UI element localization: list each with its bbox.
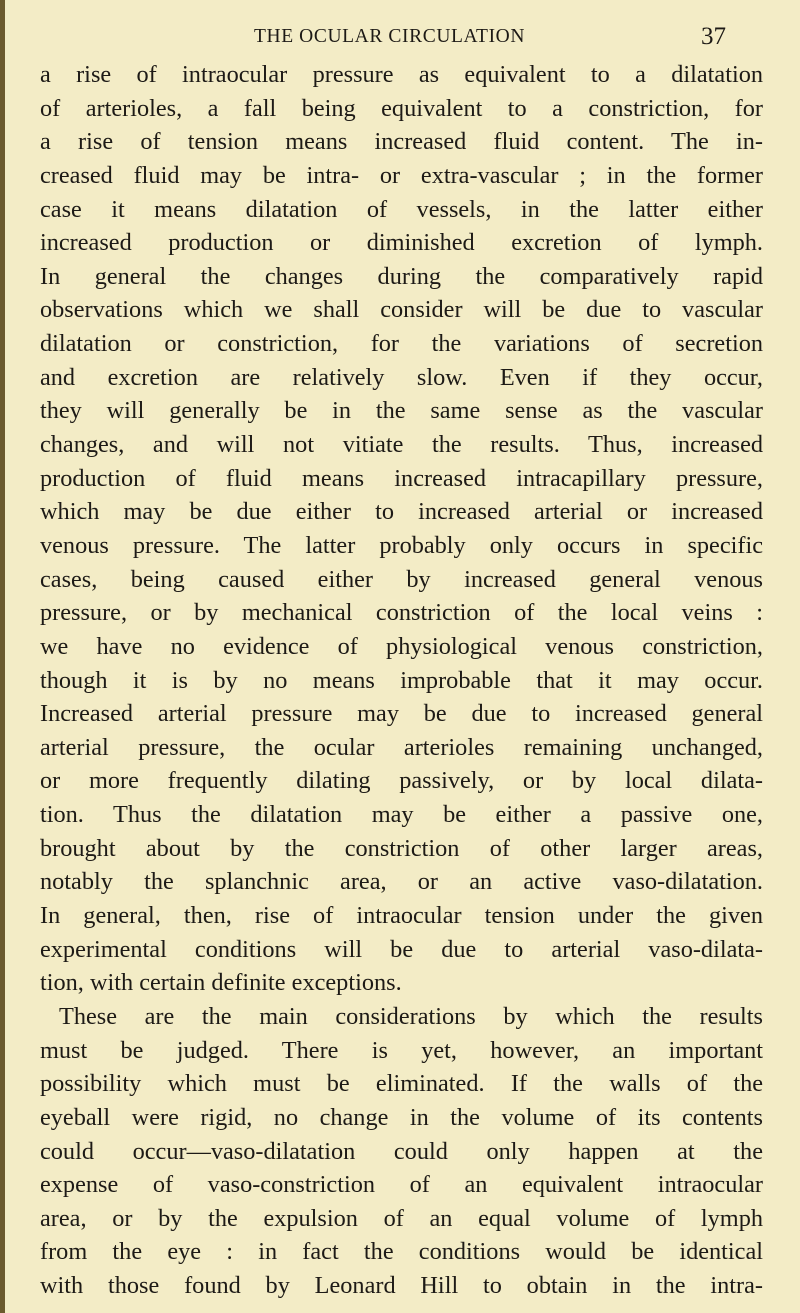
text-line: eyeball were rigid, no change in the volume of its contents: [40, 1103, 763, 1131]
text-line: Increased arterial pressure may be due to increased general: [40, 700, 763, 728]
text-line: could occur—vaso-dilatation could only happen at the: [40, 1137, 763, 1165]
text-line: venous pressure. The latter probably only occurs in specific: [40, 531, 763, 559]
text-line: In general, then, rise of intraocular tension under the given: [40, 902, 763, 930]
text-line: In general the changes during the comparatively rapid: [40, 262, 763, 290]
text-line: a rise of tension means increased fluid content. The in-: [40, 128, 763, 156]
text-line: cases, being caused either by increased general venous: [40, 565, 763, 593]
text-line: dilatation or constriction, for the variations of secretion: [40, 330, 763, 358]
running-title: THE OCULAR CIRCULATION: [254, 26, 526, 47]
text-line: of arterioles, a fall being equivalent to a constriction, for: [40, 94, 763, 122]
text-line: These are the main considerations by which the results: [59, 1002, 763, 1030]
body-text: [40, 58, 763, 1303]
text-line: with those found by Leonard Hill to obtain in the intra-: [40, 1272, 763, 1300]
page-binding-edge: [0, 0, 5, 1313]
page-header: [0, 23, 800, 56]
text-line: tion. Thus the dilatation may be either a passive one,: [40, 801, 763, 829]
text-line: observations which we shall consider will be due to vascular: [40, 296, 763, 324]
text-line: and excretion are relatively slow. Even if they occur,: [40, 363, 763, 391]
text-line: experimental conditions will be due to arterial vaso-dilata-: [40, 935, 763, 963]
text-line: must be judged. There is yet, however, an important: [40, 1036, 763, 1064]
text-line: arterial pressure, the ocular arterioles remaining unchanged,: [40, 733, 763, 761]
text-line: increased production or diminished excretion of lymph.: [40, 229, 763, 257]
text-line: area, or by the expulsion of an equal volume of lymph: [40, 1204, 763, 1232]
text-line: from the eye : in fact the conditions would be identical: [40, 1238, 763, 1266]
text-line: creased fluid may be intra- or extra-vascular ; in the former: [40, 161, 763, 189]
text-line: changes, and will not vitiate the results. Thus, increased: [40, 431, 763, 459]
text-line: tion, with certain definite exceptions.: [40, 969, 402, 997]
text-line: case it means dilatation of vessels, in the latter either: [40, 195, 763, 223]
text-line: possibility which must be eliminated. If the walls of the: [40, 1070, 763, 1098]
text-line: brought about by the constriction of other larger areas,: [40, 834, 763, 862]
text-line: which may be due either to increased arterial or increased: [40, 498, 763, 526]
text-line: they will generally be in the same sense as the vascular: [40, 397, 763, 425]
text-line: or more frequently dilating passively, or by local dilata-: [40, 767, 763, 795]
page-number: 37: [701, 23, 726, 50]
text-line: we have no evidence of physiological venous constriction,: [40, 632, 763, 660]
text-line: expense of vaso-constriction of an equivalent intraocular: [40, 1171, 763, 1199]
text-line: a rise of intraocular pressure as equivalent to a dilatation: [40, 61, 763, 88]
text-line: notably the splanchnic area, or an active vaso-dilatation.: [40, 868, 763, 896]
text-line: though it is by no means improbable that it may occur.: [40, 666, 763, 694]
text-line: production of fluid means increased intracapillary pressure,: [40, 464, 763, 492]
text-line: pressure, or by mechanical constriction of the local veins :: [40, 599, 763, 627]
